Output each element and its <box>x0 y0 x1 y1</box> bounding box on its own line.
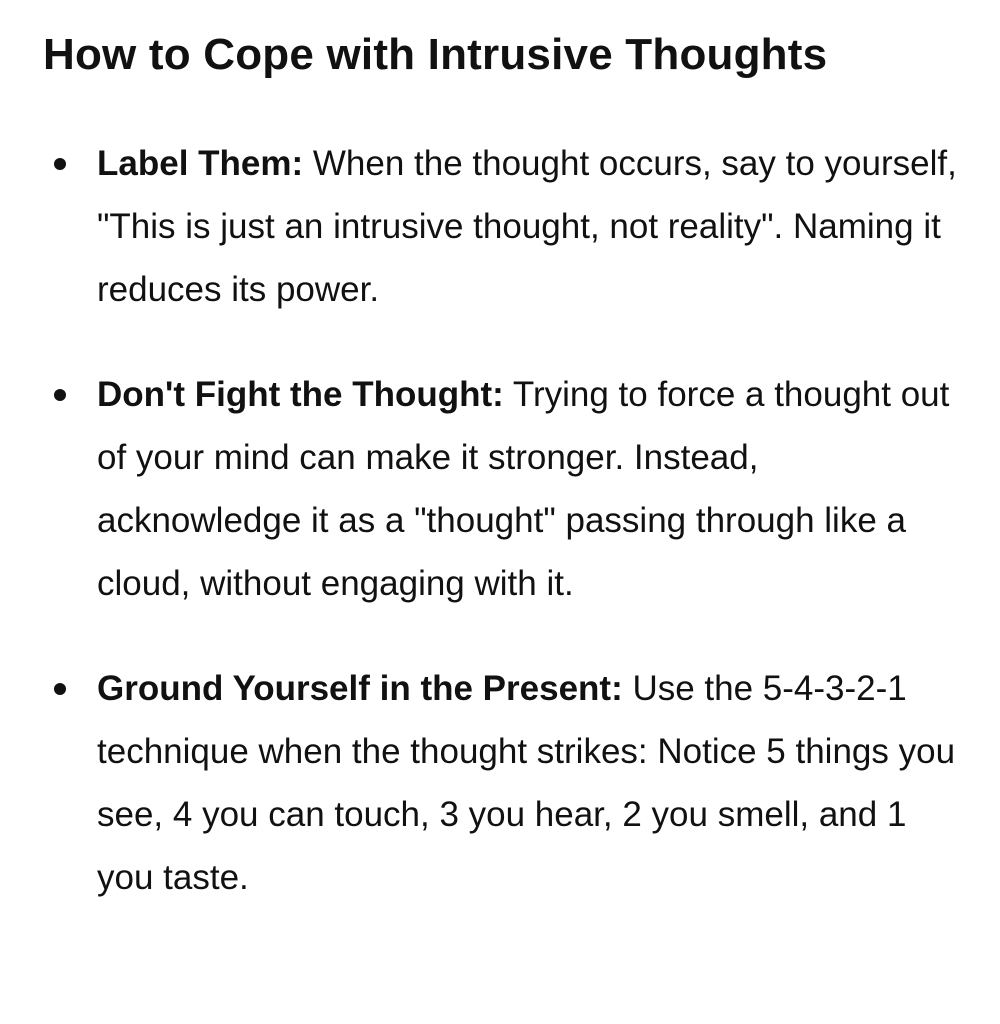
tip-text: Use the 5-4-3-2-1 technique when the thought strikes: Notice 5 things you see, 4 you can touch, 3 you hear, 2 you smell, and 1 you taste. <box>97 669 956 897</box>
bullet-icon <box>54 158 66 170</box>
article-title: How to Cope with Intrusive Thoughts <box>43 30 828 79</box>
list-item <box>43 132 962 321</box>
bullet-icon <box>54 683 66 695</box>
list-item <box>43 657 962 909</box>
bullet-icon <box>54 389 66 401</box>
tip-heading: Ground Yourself in the Present: <box>97 669 623 708</box>
tips-list <box>43 132 962 909</box>
tip-heading: Don't Fight the Thought: <box>97 375 504 414</box>
tip-text: When the thought occurs, say to yourself, "This is just an intrusive thought, not reality". Naming it reduces its power. <box>97 144 957 309</box>
list-item <box>43 363 962 615</box>
tip-text: Trying to force a thought out of your mind can make it stronger. Instead, acknowledge it as a "thought" passing through like a cloud, without engaging with it. <box>97 375 950 603</box>
tip-heading: Label Them: <box>97 144 304 183</box>
